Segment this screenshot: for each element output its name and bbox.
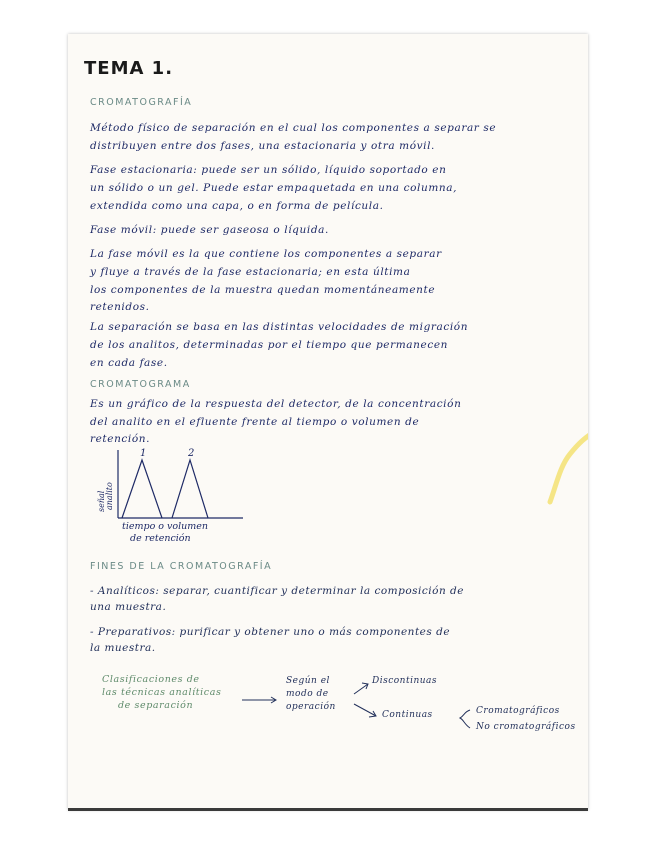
text-line: Método físico de separación en el cual los componentes a separar se xyxy=(90,122,497,134)
text-line: extendida como una capa, o en forma de película. xyxy=(90,200,384,212)
arrow-head xyxy=(362,683,368,689)
text-line: - Preparativos: purificar y obtener uno o más componentes de xyxy=(90,626,451,638)
arrow-head xyxy=(271,697,276,703)
page-edge xyxy=(68,808,588,811)
peak-2-label: 2 xyxy=(188,448,195,459)
text-line: un sólido o un gel. Puede estar empaquetada en una columna, xyxy=(90,182,458,194)
sketch-ylabel-2: analito xyxy=(105,482,114,510)
text-line: una muestra. xyxy=(90,601,167,613)
section-heading-fines: FINES DE LA CROMATOGRAFÍA xyxy=(90,561,273,572)
branch-cromatograficos: Cromatográficos xyxy=(476,706,560,716)
text-line: del analito en el efluente frente al tiempo o volumen de xyxy=(90,416,420,428)
branch-discontinuas: Discontinuas xyxy=(372,676,438,686)
text-line: Fase estacionaria: puede ser un sólido, líquido soportado en xyxy=(90,164,447,176)
branch-no-cromatograficos: No cromatográficos xyxy=(476,722,576,732)
mode-label-line: operación xyxy=(286,702,336,712)
sketch-xlabel-1: tiempo o volumen xyxy=(122,521,209,532)
text-line: en cada fase. xyxy=(90,357,168,369)
peak-1-label: 1 xyxy=(140,448,147,459)
brace-split xyxy=(460,710,470,728)
text-line: la muestra. xyxy=(90,642,156,654)
page-title: TEMA 1. xyxy=(84,58,174,79)
text-line: retención. xyxy=(90,433,151,445)
section-heading-cromatograma: CROMATOGRAMA xyxy=(90,379,191,390)
classification-label-line: las técnicas analíticas xyxy=(102,687,222,698)
notebook-page xyxy=(68,34,588,810)
classification-label-line: de separación xyxy=(118,700,194,711)
classification-label-line: Clasificaciones de xyxy=(102,674,200,685)
text-line: de los analitos, determinadas por el tiempo que permanecen xyxy=(90,339,448,351)
text-line: Es un gráfico de la respuesta del detector, de la concentración xyxy=(90,398,462,410)
text-line: - Analíticos: separar, cuantificar y determinar la composición de xyxy=(90,585,464,597)
arrow-to-discontinuas xyxy=(354,684,368,694)
text-line: La fase móvil es la que contiene los componentes a separar xyxy=(90,248,442,260)
text-line: los componentes de la muestra quedan momentáneamente xyxy=(90,284,436,296)
text-line: y fluye a través de la fase estacionaria; en esta última xyxy=(90,266,411,278)
arrow-to-continuas xyxy=(354,704,376,716)
text-line: retenidos. xyxy=(90,301,150,313)
highlighter-mark xyxy=(546,426,588,506)
mode-label-line: modo de xyxy=(286,689,329,699)
section-heading-cromatografia: CROMATOGRAFÍA xyxy=(90,97,193,108)
sketch-xlabel-2: de retención xyxy=(130,533,191,544)
text-line: Fase móvil: puede ser gaseosa o líquida. xyxy=(90,224,329,236)
text-line: distribuyen entre dos fases, una estacionaria y otra móvil. xyxy=(90,140,435,152)
sketch-peak-1 xyxy=(122,460,162,518)
sketch-peak-2 xyxy=(172,460,208,518)
branch-continuas: Continuas xyxy=(382,710,433,720)
text-line: La separación se basa en las distintas velocidades de migración xyxy=(90,321,469,333)
arrow-head xyxy=(369,711,376,717)
sketch-ylabel-1: señal xyxy=(97,490,106,512)
mode-label-line: Según el xyxy=(286,676,330,686)
